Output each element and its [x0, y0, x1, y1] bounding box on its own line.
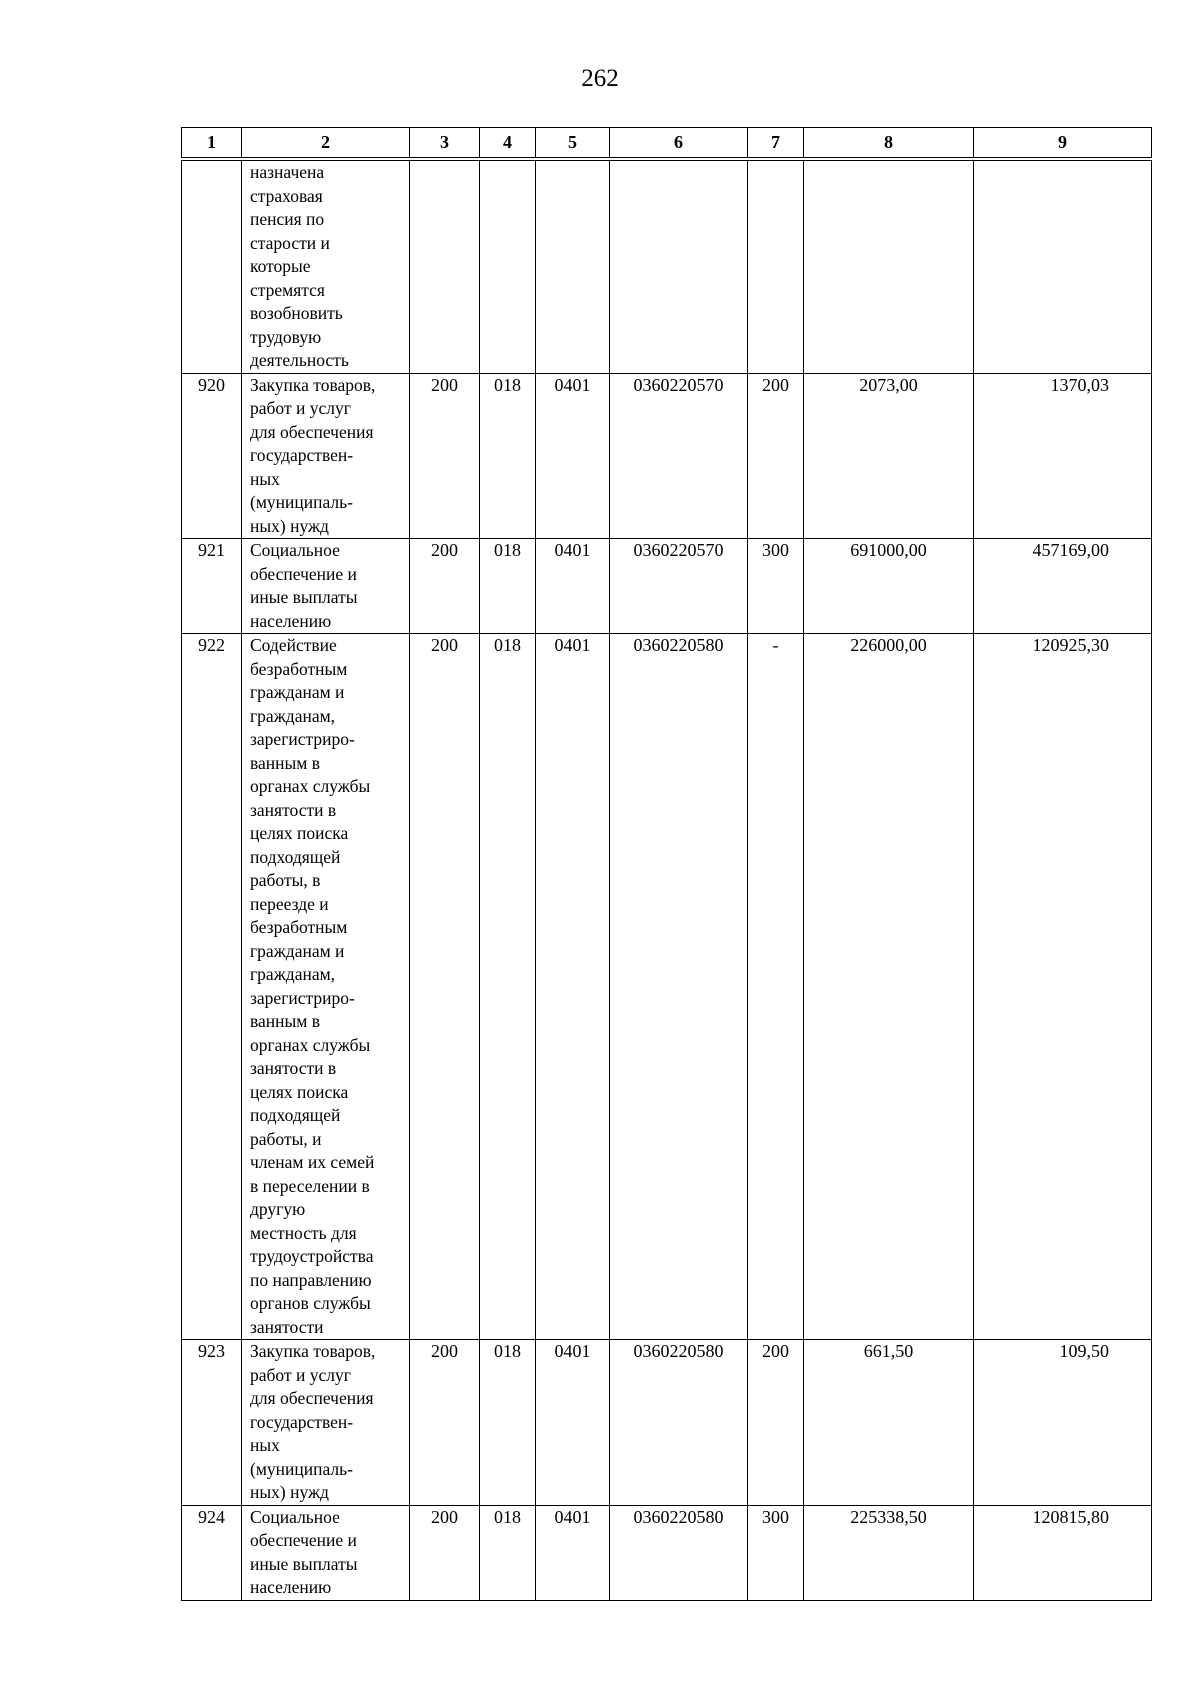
code-col7 [748, 159, 804, 373]
table-row [182, 159, 1152, 373]
code-col6: 0360220570 [610, 373, 748, 539]
column-header: 5 [536, 128, 610, 160]
code-col7: 200 [748, 1340, 804, 1506]
page-number: 262 [581, 65, 619, 92]
code-col4: 018 [480, 539, 536, 634]
table-row [182, 373, 1152, 539]
code-col3 [410, 159, 480, 373]
amount-col8: 691000,00 [804, 539, 974, 634]
code-col5: 0401 [536, 1505, 610, 1600]
item-description: Социальное обеспечение и иные выплаты населению [242, 1505, 410, 1600]
amount-col9 [974, 159, 1152, 373]
row-number [182, 159, 242, 373]
code-col3: 200 [410, 539, 480, 634]
amount-col8: 226000,00 [804, 634, 974, 1340]
column-header: 8 [804, 128, 974, 160]
code-col4: 018 [480, 373, 536, 539]
row-number: 920 [182, 373, 242, 539]
column-header: 6 [610, 128, 748, 160]
item-description: Содействие безработным гражданам и гражданам, зарегистриро- ванным в органах службы занятости в целях поиска подходящей работы, в переезде и безработным гражданам и гражданам, зарегистриро- ванным в органах службы занятости в целях поиска подходящей работы, и членам их семей в переселении в другую местность для трудоустройства по направлению органов службы занятости [242, 634, 410, 1340]
table-row [182, 1340, 1152, 1506]
row-number: 921 [182, 539, 242, 634]
code-col5 [536, 159, 610, 373]
amount-col8: 225338,50 [804, 1505, 974, 1600]
code-col7: 300 [748, 1505, 804, 1600]
code-col7: - [748, 634, 804, 1340]
amount-col9: 120925,30 [974, 634, 1152, 1340]
code-col6 [610, 159, 748, 373]
code-col5: 0401 [536, 1340, 610, 1506]
code-col4: 018 [480, 1505, 536, 1600]
column-header: 7 [748, 128, 804, 160]
row-number: 923 [182, 1340, 242, 1506]
item-description: Закупка товаров, работ и услуг для обеспечения государствен- ных (муниципаль- ных) нужд [242, 373, 410, 539]
row-number: 922 [182, 634, 242, 1340]
code-col7: 200 [748, 373, 804, 539]
code-col7: 300 [748, 539, 804, 634]
code-col3: 200 [410, 634, 480, 1340]
amount-col9: 109,50 [974, 1340, 1152, 1506]
amount-col9: 457169,00 [974, 539, 1152, 634]
amount-col8 [804, 159, 974, 373]
column-header: 2 [242, 128, 410, 160]
code-col4: 018 [480, 1340, 536, 1506]
table-header-row [182, 128, 1152, 160]
code-col6: 0360220580 [610, 1505, 748, 1600]
code-col5: 0401 [536, 634, 610, 1340]
column-header: 1 [182, 128, 242, 160]
code-col5: 0401 [536, 539, 610, 634]
amount-col9: 1370,03 [974, 373, 1152, 539]
table-row [182, 539, 1152, 634]
code-col6: 0360220580 [610, 634, 748, 1340]
code-col3: 200 [410, 1505, 480, 1600]
table-row [182, 1505, 1152, 1600]
amount-col8: 2073,00 [804, 373, 974, 539]
code-col4: 018 [480, 634, 536, 1340]
table-row [182, 634, 1152, 1340]
item-description: Социальное обеспечение и иные выплаты населению [242, 539, 410, 634]
code-col5: 0401 [536, 373, 610, 539]
budget-table [181, 127, 1152, 1601]
item-description: назначена страховая пенсия по старости и которые стремятся возобновить трудовую деятельность [242, 159, 410, 373]
code-col3: 200 [410, 373, 480, 539]
amount-col9: 120815,80 [974, 1505, 1152, 1600]
item-description: Закупка товаров, работ и услуг для обеспечения государствен- ных (муниципаль- ных) нужд [242, 1340, 410, 1506]
code-col6: 0360220580 [610, 1340, 748, 1506]
row-number: 924 [182, 1505, 242, 1600]
code-col4 [480, 159, 536, 373]
code-col6: 0360220570 [610, 539, 748, 634]
column-header: 9 [974, 128, 1152, 160]
column-header: 4 [480, 128, 536, 160]
column-header: 3 [410, 128, 480, 160]
code-col3: 200 [410, 1340, 480, 1506]
amount-col8: 661,50 [804, 1340, 974, 1506]
